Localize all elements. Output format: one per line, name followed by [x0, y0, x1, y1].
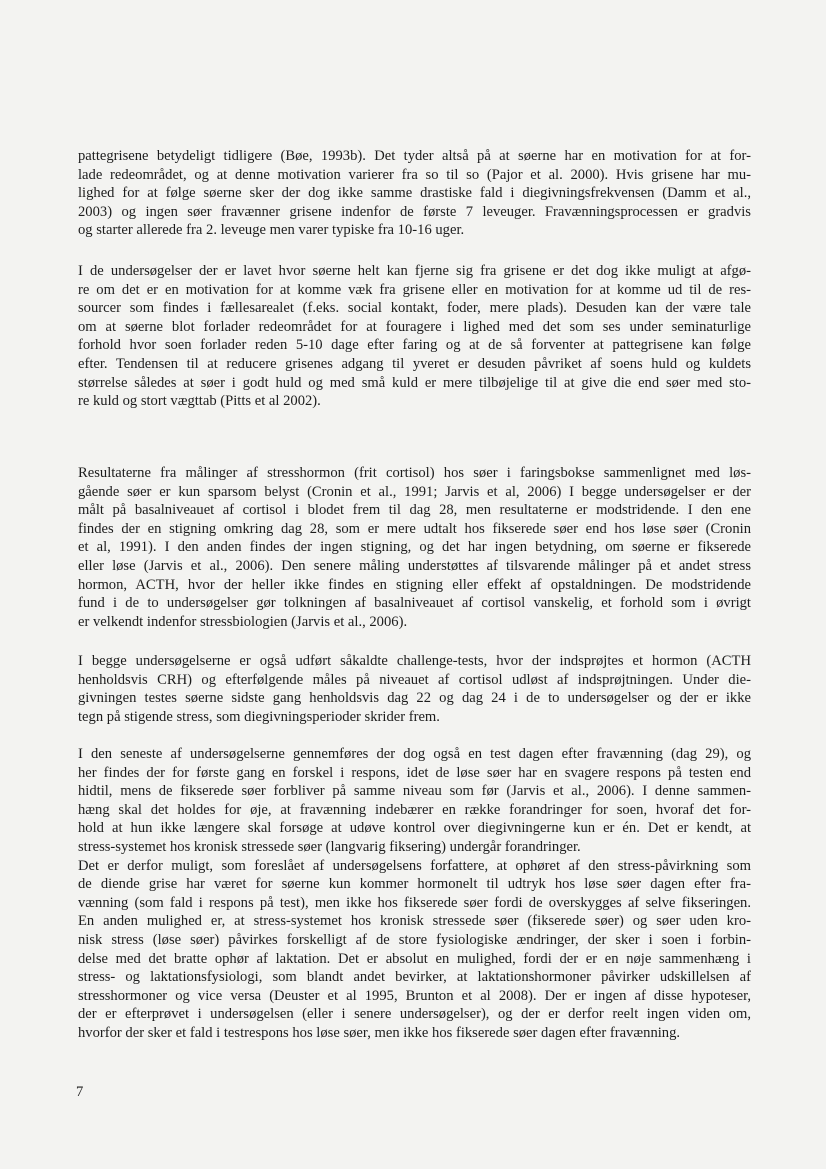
text-line: målt på basalniveauet af cortisol i blodet frem til dag 28, men resultaterne er modstridende. I den ene	[78, 502, 751, 519]
text-line: Det er derfor muligt, som foreslået af undersøgelsens forfattere, at ophøret af den stress-påvirkning som	[78, 857, 751, 874]
text-line: 2003) og ingen søer fravænner grisene indenfor de første 7 leveuger. Fravænningsprocessen er gradvis	[78, 203, 751, 220]
text-line: efter. Tendensen til at reducere grisenes adgang til yveret er desuden påvriket af soens huld og kuldets	[78, 355, 751, 372]
text-line: delse med det bratte ophør af laktation. Det er absolut en mulighed, fordi der er en nøje sammenhæng i	[78, 950, 751, 967]
text-line: der er efterprøvet i undersøgelsen (eller i senere undersøgelser), og der er derfor reelt ingen viden om,	[78, 1006, 751, 1023]
text-line: fund i de to undersøgelser gør tolkningen af basalniveauet af cortisol vanskelig, et forhold som i øvrigt	[78, 595, 751, 612]
text-line: forhold hvor soen forlader reden 5-10 dage efter faring og at de så forventer at pattegrisene kan følge	[78, 337, 751, 354]
text-line: pattegrisene betydeligt tidligere (Bøe, 1993b). Det tyder altså på at søerne har en motivation for at for-	[78, 148, 751, 164]
text-line: givningen testes søerne sidste gang henholdsvis dag 22 og dag 24 i de to undersøgelser og der er ikke	[78, 690, 751, 707]
text-line: om at søerne blot forlader redeområdet for at fouragere i lighed med det som ses under seminaturlige	[78, 318, 751, 335]
text-line: re om det er en motivation for at komme væk fra grisene eller en motivation for at komme ud til de res-	[78, 281, 751, 298]
text-line: nisk stress (løse søer) påvirkes forskelligt af de store fysiologiske ændringer, der sker i soen i forbin-	[78, 931, 751, 948]
text-line: størrelse således at søer i godt huld og med små kuld er mere tilbøjelige til at give die end søer med sto-	[78, 374, 751, 391]
text-line: re kuld og stort vægttab (Pitts et al 2002).	[78, 393, 321, 410]
text-line: hormon, ACTH, hvor der heller ikke findes en stigning eller effekt af opstaldningen. De modstridende	[78, 576, 751, 593]
text-line: stresshormoner og vice versa (Deuster et al 1995, Brunton et al 2008). Der er ingen af disse hypoteser,	[78, 987, 751, 1004]
text-line: er velkendt indenfor stressbiologien (Jarvis et al., 2006).	[78, 613, 408, 630]
text-line: vænning (som fald i respons på test), men ikke hos fikserede søer fordi de overskygges af selve fikseringen.	[78, 894, 751, 911]
text-line: tegn på stigende stress, som diegivningsperioder skrider frem.	[78, 708, 440, 725]
text-line: de diende grise har været for søerne kun kommer hormonelt til udtryk hos løse søer dagen efter fra-	[78, 876, 751, 893]
text-line: stress-systemet hos kronisk stressede søer (langvarig fiksering) undergår forandringer.	[78, 838, 581, 855]
text-line: I den seneste af undersøgelserne gennemføres der dog også en test dagen efter fravænning (dag 29), og	[78, 746, 751, 762]
paragraph-5	[78, 745, 751, 1043]
page-number: 7	[76, 1084, 84, 1100]
paragraph-2	[78, 262, 751, 411]
text-line: hvorfor der sker et fald i testrespons hos løse søer, men ikke hos fikserede søer dagen efter fravænning.	[78, 1024, 681, 1041]
text-line: findes der en stigning omkring dag 28, som er mere udtalt hos fikserede søer end hos løse søer (Cronin	[78, 520, 751, 537]
text-line: I begge undersøgelserne er også udført såkaldte challenge-tests, hvor der indsprøjtes et hormon (ACTH	[78, 653, 751, 669]
text-line: eller løse (Jarvis et al., 2006). Den senere måling understøttes af tilsvarende målinger på et andet stress	[78, 557, 751, 574]
text-line: lade redeområdet, og at denne motivation varierer fra so til so (Pajor et al. 2000). Hvis grisene har mu-	[78, 166, 751, 183]
paragraph-3	[78, 464, 751, 631]
text-line: hæng skal det holdes for øje, at fravænning indebærer en række forandringer for soen, hvoraf det for-	[78, 801, 751, 818]
text-line: gående søer er kun sparsom belyst (Cronin et al., 1991; Jarvis et al, 2006) I begge undersøgelser er der	[78, 483, 751, 500]
text-line: hold at hun ikke længere skal forsøge at udøve kontrol over diegivningerne kun er én. Det er kendt, at	[78, 820, 751, 837]
text-line: sourcer som findes i fællesarealet (f.eks. social kontakt, foder, mere plads). Desuden kan der være tale	[78, 300, 751, 317]
text-line: En anden mulighed er, at stress-systemet hos kronisk stressede søer (fikserede søer) og søer uden kro-	[78, 913, 751, 930]
paragraph-4	[78, 652, 751, 726]
text-line: henholdsvis CRH) og efterfølgende måles på niveauet af cortisol udløst af indsprøjtningen. Under die-	[78, 671, 751, 688]
text-line: lighed for at følge søerne sker der dog ikke samme drastiske fald i diegivningsfrekvensen (Damm et al.,	[78, 185, 751, 202]
paragraph-1	[78, 147, 751, 240]
text-line: og starter allerede fra 2. leveuge men varer typiske fra 10-16 uger.	[78, 222, 465, 239]
text-line: stress- og laktationsfysiologi, som blandt andet bevirker, at laktationshormoner påvirker udskillelsen af	[78, 969, 751, 986]
text-line: her findes der for første gang en forskel i respons, idet de løse søer har en svagere respons på testen end	[78, 764, 751, 781]
text-line: et al, 1991). I den anden findes der ingen stigning, og det har ingen betydning, om søerne er fikserede	[78, 539, 751, 556]
text-line: hidtil, mens de fikserede søer forbliver på samme niveau som før (Jarvis et al., 2006). I denne sammen-	[78, 783, 751, 800]
text-line: Resultaterne fra målinger af stresshormon (frit cortisol) hos søer i faringsbokse sammenlignet med løs-	[78, 465, 751, 481]
text-line: I de undersøgelser der er lavet hvor søerne helt kan fjerne sig fra grisene er det dog ikke muligt at afgø-	[78, 263, 751, 279]
